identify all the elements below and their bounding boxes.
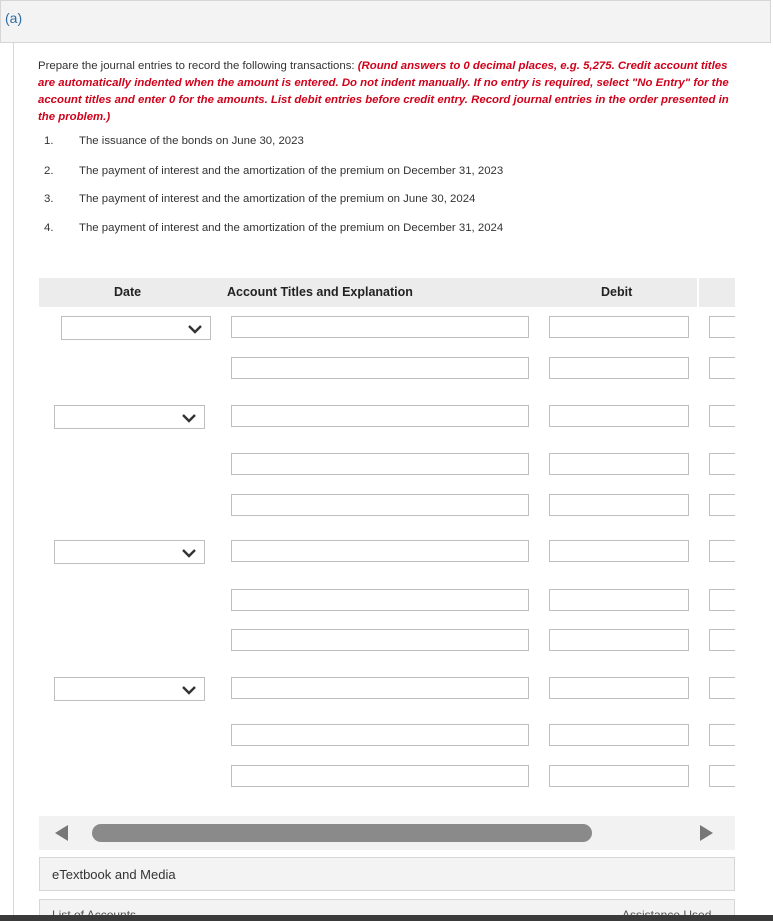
transaction-text: The payment of interest and the amortization of the premium on June 30, 2024 [79, 193, 476, 205]
part-label: (a) [5, 10, 23, 26]
credit-input[interactable] [709, 589, 735, 611]
credit-input[interactable] [709, 765, 735, 787]
account-title-input[interactable] [231, 494, 529, 516]
chevron-down-icon [182, 413, 196, 423]
transaction-number: 1. [44, 135, 54, 147]
date-column-header: Date [114, 285, 142, 299]
chevron-down-icon [182, 685, 196, 695]
debit-input[interactable] [549, 765, 689, 787]
transaction-text: The payment of interest and the amortization of the premium on December 31, 2024 [79, 222, 504, 234]
debit-input[interactable] [549, 453, 689, 475]
bottom-bar [0, 915, 773, 921]
credit-input[interactable] [709, 316, 735, 338]
credit-input[interactable] [709, 629, 735, 651]
left-rule [13, 43, 14, 921]
chevron-down-icon [188, 324, 202, 334]
account-title-input[interactable] [231, 316, 529, 338]
debit-input[interactable] [549, 540, 689, 562]
debit-column-header: Debit [601, 285, 633, 299]
debit-input[interactable] [549, 724, 689, 746]
transaction-text: The payment of interest and the amortization of the premium on December 31, 2023 [79, 165, 504, 177]
credit-input[interactable] [709, 540, 735, 562]
transaction-number: 2. [44, 165, 54, 177]
etextbook-media-panel[interactable] [39, 857, 735, 891]
date-select[interactable] [54, 540, 205, 564]
scroll-right-icon[interactable] [699, 825, 713, 841]
account-title-input[interactable] [231, 677, 529, 699]
account-title-input[interactable] [231, 629, 529, 651]
instructions-lead: Prepare the journal entries to record the following transactions: [38, 60, 358, 72]
credit-input[interactable] [709, 494, 735, 516]
etextbook-media-label: eTextbook and Media [52, 867, 176, 882]
scroll-left-icon[interactable] [55, 825, 69, 841]
account-title-input[interactable] [231, 540, 529, 562]
credit-input[interactable] [709, 724, 735, 746]
date-select[interactable] [54, 677, 205, 701]
debit-input[interactable] [549, 494, 689, 516]
debit-input[interactable] [549, 677, 689, 699]
instructions [38, 58, 738, 126]
credit-input[interactable] [709, 357, 735, 379]
part-header[interactable] [0, 0, 771, 43]
instructions-note: (Round answers to 0 decimal places, e.g. 5,275. Credit account titles are automatically indented when the amount is entered. Do not indent manually. If no entry is required, select "No Entry" for the account titles and enter 0 for the amounts. List debit entries before credit entry. Record journal entries in the order presented in the problem.) [38, 60, 729, 123]
chevron-down-icon [182, 548, 196, 558]
account-title-input[interactable] [231, 453, 529, 475]
debit-input[interactable] [549, 589, 689, 611]
credit-input[interactable] [709, 405, 735, 427]
scrollbar-thumb[interactable] [92, 824, 592, 842]
credit-input[interactable] [709, 453, 735, 475]
transaction-number: 4. [44, 222, 54, 234]
account-title-input[interactable] [231, 589, 529, 611]
debit-input[interactable] [549, 357, 689, 379]
account-title-input[interactable] [231, 724, 529, 746]
credit-input[interactable] [709, 677, 735, 699]
account-column-header: Account Titles and Explanation [227, 285, 413, 299]
date-select[interactable] [54, 405, 205, 429]
debit-input[interactable] [549, 405, 689, 427]
date-select[interactable] [61, 316, 211, 340]
account-title-input[interactable] [231, 765, 529, 787]
account-title-input[interactable] [231, 405, 529, 427]
transaction-text: The issuance of the bonds on June 30, 2023 [79, 135, 304, 147]
account-title-input[interactable] [231, 357, 529, 379]
horizontal-scrollbar[interactable] [39, 816, 735, 850]
debit-input[interactable] [549, 316, 689, 338]
debit-input[interactable] [549, 629, 689, 651]
column-separator [697, 278, 699, 307]
transaction-number: 3. [44, 193, 54, 205]
